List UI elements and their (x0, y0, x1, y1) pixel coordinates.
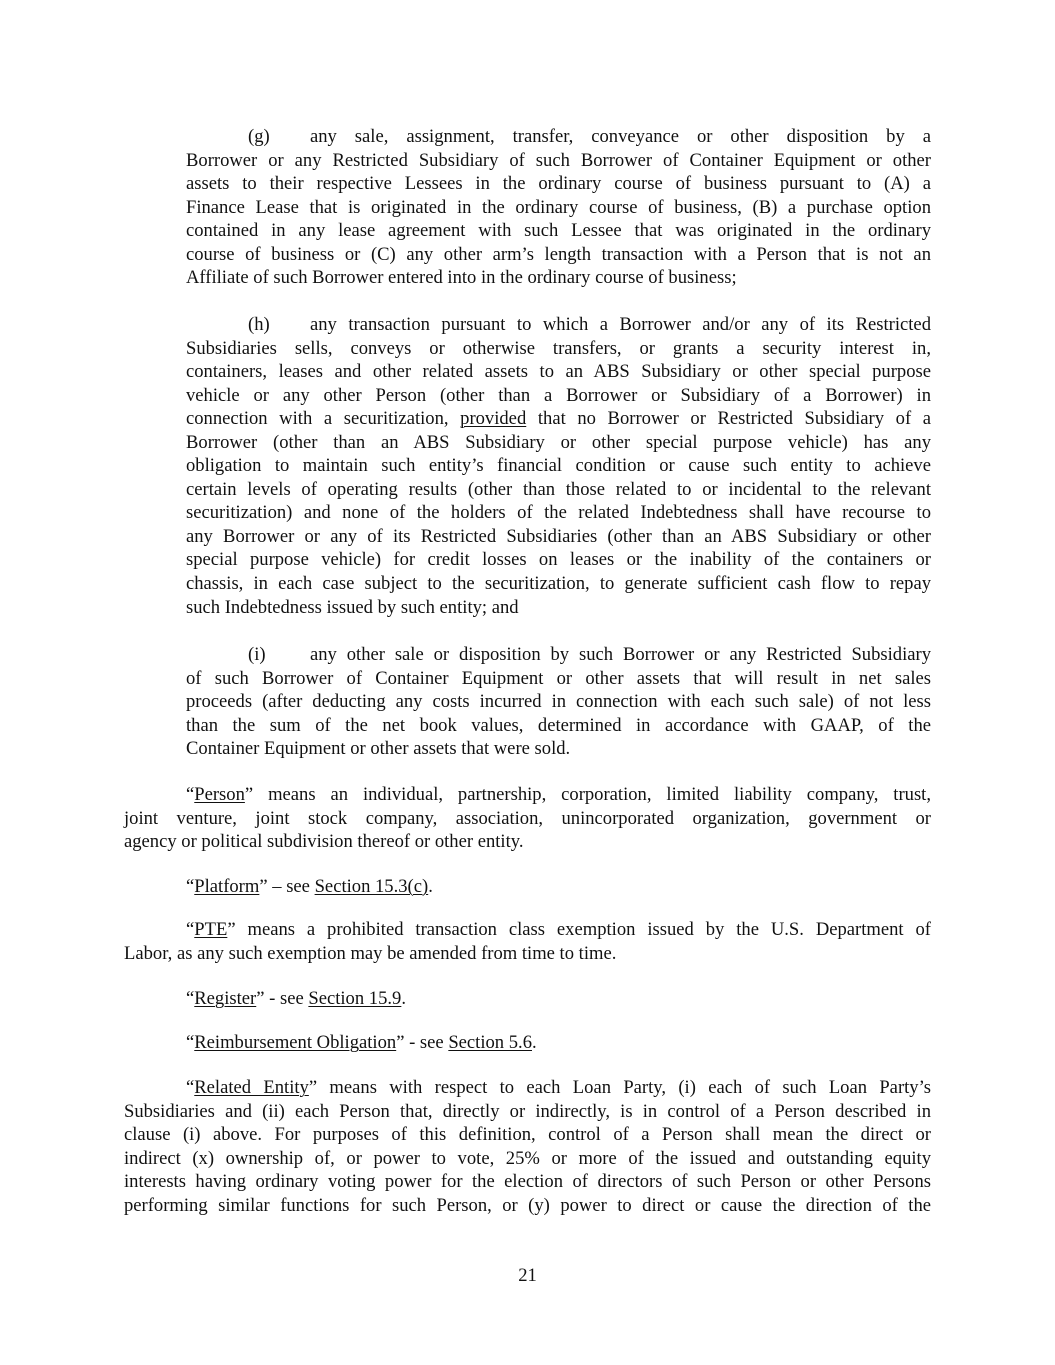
clause-line: Borrower or any Restricted Subsidiary of such Borrower of Container Equipment or other (186, 149, 931, 171)
clause-line: containers, leases and other related assets to an ABS Subsidiary or other special purpose (186, 361, 931, 383)
definition-line (124, 1031, 931, 1055)
definition-line (124, 1076, 931, 1100)
definition-text: ” means with respect to each Loan Party, (i) each of such Loan Party’s (308, 1077, 931, 1098)
definition-line: interests having ordinary voting power for the election of directors of such Person or other Persons (124, 1171, 931, 1193)
definition-register (124, 987, 931, 1011)
clause-line: Container Equipment or other assets that were sold. (186, 738, 571, 760)
clause-line: vehicle or any other Person (other than a Borrower or Subsidiary of a Borrower) in (186, 384, 931, 406)
section-reference: Section 5.6 (448, 1032, 532, 1053)
definition-pte (124, 918, 931, 965)
clause-line: assets to their respective Lessees in the ordinary course of business pursuant to (A) a (186, 173, 931, 195)
clause-line: Borrower (other than an ABS Subsidiary or other special purpose vehicle) has any (186, 431, 931, 453)
clause-text: connection with a securitization, (186, 408, 449, 430)
clause-line (186, 125, 931, 149)
defined-term: PTE (194, 919, 228, 940)
quote-mark: “ (186, 876, 195, 897)
definition-line: Subsidiaries and (ii) each Person that, directly or indirectly, is in control of a Person described in (124, 1100, 931, 1122)
quote-mark: “ (186, 1032, 195, 1053)
clause-line: chassis, in each case subject to the securitization, to generate sufficient cash flow to repay (186, 573, 931, 595)
clause-line: contained in any lease agreement with such Lessee that was originated in the ordinary (186, 220, 931, 242)
quote-mark: “ (186, 919, 195, 940)
clause-line: Finance Lease that is originated in the ordinary course of business, (B) a purchase option (186, 196, 931, 218)
quote-mark: “ (186, 988, 195, 1009)
clause-line: Affiliate of such Borrower entered into in the ordinary course of business; (186, 267, 737, 289)
section-reference: Section 15.9 (308, 988, 402, 1009)
clause-line: than the sum of the net book values, determined in accordance with GAAP, of the (186, 714, 931, 736)
definition-related-entity (124, 1076, 931, 1217)
clause-text: any transaction pursuant to which a Borrower and/or any of its Restricted (310, 314, 931, 335)
defined-term: Platform (194, 876, 260, 897)
clause-label: (h) (248, 314, 270, 335)
definition-text: . (532, 1032, 537, 1053)
definition-text: ” – see (259, 876, 315, 897)
definition-line (124, 987, 931, 1011)
clause-line: securitization) and none of the holders of the related Indebtedness shall have recourse to (186, 502, 931, 524)
defined-term: Register (194, 988, 257, 1009)
provided-term: provided (460, 408, 527, 430)
clause-line (186, 407, 931, 431)
clause-text: any sale, assignment, transfer, conveyance or other disposition by a (310, 126, 931, 147)
page-number: 21 (518, 1265, 537, 1286)
clause-line: certain levels of operating results (other than those related to or incidental to the relevant (186, 478, 931, 500)
definition-line (124, 875, 931, 899)
definition-line: agency or political subdivision thereof or other entity. (124, 831, 524, 853)
defined-term: Person (194, 784, 245, 805)
clause-g (186, 125, 931, 290)
definition-text: ” - see (256, 988, 309, 1009)
defined-term: Related Entity (194, 1077, 309, 1098)
definition-text: ” means a prohibited transaction class exemption issued by the U.S. Department of (227, 919, 931, 940)
clause-line (186, 643, 931, 667)
clause-text: any other sale or disposition by such Borrower or any Restricted Subsidiary (310, 644, 931, 665)
definition-text: . (401, 988, 406, 1009)
clause-line: proceeds (after deducting any costs incurred in connection with each such sale) of not less (186, 691, 931, 713)
clause-h (186, 313, 931, 619)
quote-mark: “ (186, 784, 195, 805)
definition-platform (124, 875, 931, 899)
definition-line (124, 918, 931, 942)
definition-person (124, 783, 931, 854)
definition-line: Labor, as any such exemption may be amended from time to time. (124, 942, 617, 964)
clause-line: obligation to maintain such entity’s financial condition or cause such entity to achieve (186, 455, 931, 477)
definition-text: . (428, 876, 433, 897)
clause-line (186, 313, 931, 337)
definition-line (124, 783, 931, 807)
clause-line: course of business or (C) any other arm’s length transaction with a Person that is not an (186, 243, 931, 265)
clause-line: Subsidiaries sells, conveys or otherwise transfers, or grants a security interest in, (186, 337, 931, 359)
section-reference: Section 15.3(c) (314, 876, 429, 897)
clause-label: (i) (248, 644, 266, 665)
definition-line: performing similar functions for such Person, or (y) power to direct or cause the direction of the (124, 1194, 931, 1216)
definition-line: indirect (x) ownership of, or power to vote, 25% or more of the issued and outstanding equity (124, 1147, 931, 1169)
defined-term: Reimbursement Obligation (194, 1032, 397, 1053)
definition-line: clause (i) above. For purposes of this definition, control of a Person shall mean the direct or (124, 1124, 931, 1146)
definition-text: ” - see (396, 1032, 449, 1053)
clause-line: of such Borrower of Container Equipment or other assets that will result in net sales (186, 667, 931, 689)
clause-line: any Borrower or any of its Restricted Subsidiaries (other than an ABS Subsidiary or other (186, 525, 931, 547)
clause-i (186, 643, 931, 761)
clause-line: such Indebtedness issued by such entity; and (186, 596, 519, 618)
definition-line: joint venture, joint stock company, association, unincorporated organization, government or (124, 807, 931, 829)
definition-text: ” means an individual, partnership, corporation, limited liability company, trust, (244, 784, 931, 805)
definition-reimbursement-obligation (124, 1031, 931, 1055)
quote-mark: “ (186, 1077, 195, 1098)
clause-text: that no Borrower or Restricted Subsidiary of a (537, 408, 931, 430)
clause-label: (g) (248, 126, 270, 147)
clause-line: special purpose vehicle) for credit losses on leases or the inability of the containers or (186, 549, 931, 571)
